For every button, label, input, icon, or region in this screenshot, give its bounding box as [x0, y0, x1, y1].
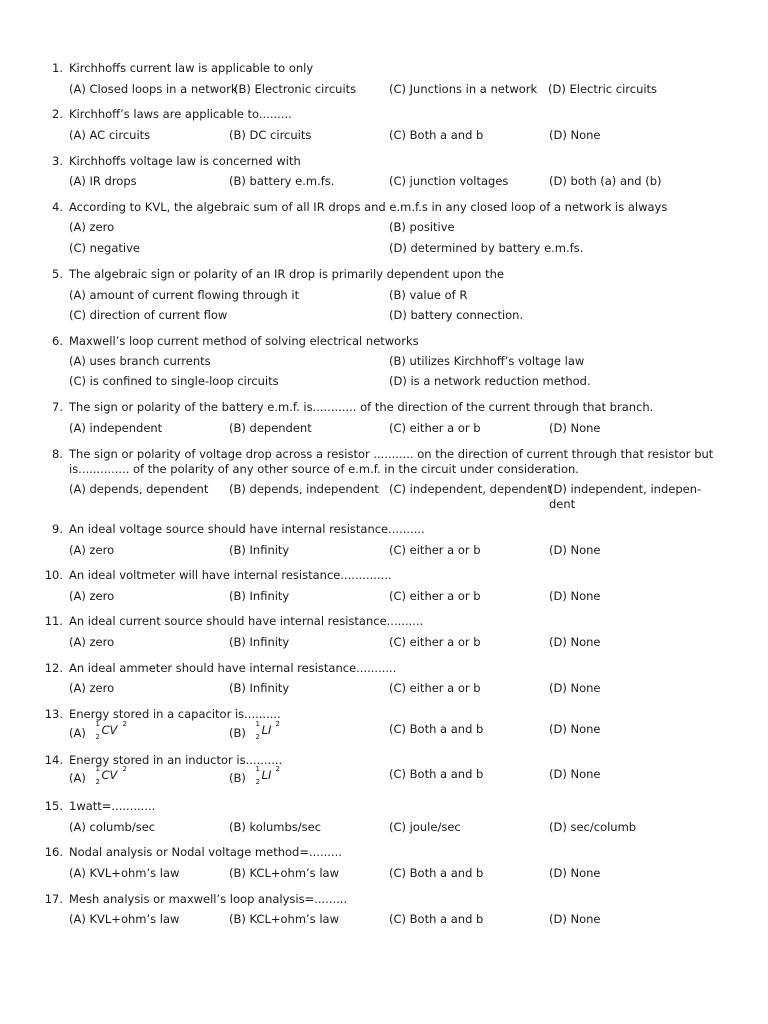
- answer-option[interactable]: [69, 482, 208, 497]
- answer-option[interactable]: [389, 82, 537, 97]
- answer-option[interactable]: [229, 722, 288, 742]
- answer-option-label: (D) determined by battery e.m.fs.: [389, 241, 584, 255]
- question-number: 6.: [52, 334, 63, 348]
- answer-option[interactable]: [549, 589, 601, 604]
- fraction-numerator: 1: [95, 765, 100, 773]
- formula-exponent: 2: [275, 765, 280, 773]
- answer-option-label: (B) KCL+ohm’s law: [229, 866, 339, 880]
- answer-option-label: (A) AC circuits: [69, 128, 151, 142]
- fraction-numerator: 1: [255, 765, 260, 773]
- answer-option[interactable]: [549, 635, 601, 650]
- answer-option[interactable]: [229, 681, 289, 696]
- answer-option[interactable]: [69, 912, 179, 927]
- answer-option-label: (A) zero: [69, 589, 115, 603]
- question-text: An ideal voltmeter will have internal resistance..............: [69, 568, 392, 582]
- answer-option-label: (C) is confined to single-loop circuits: [69, 374, 279, 388]
- answer-option-label: (D) None: [549, 767, 601, 781]
- answer-option[interactable]: [229, 767, 288, 787]
- answer-option-label: (A) uses branch currents: [69, 354, 211, 368]
- question-text: Kirchhoffs current law is applicable to only: [69, 61, 314, 75]
- answer-option[interactable]: [389, 241, 583, 256]
- answer-option[interactable]: [549, 482, 714, 512]
- answer-option[interactable]: [549, 128, 601, 143]
- answer-option-label: (D) None: [549, 912, 601, 926]
- answer-option-label: (C) direction of current flow: [69, 308, 228, 322]
- answer-option-label: (A) KVL+ohm’s law: [69, 866, 180, 880]
- answer-option-label: (D) independent, indepen-dent: [549, 482, 702, 511]
- formula-variable: LI: [261, 723, 272, 737]
- question-number: 2.: [52, 107, 63, 121]
- answer-option-label: (D) both (a) and (b): [549, 174, 662, 188]
- answer-option[interactable]: [229, 635, 289, 650]
- question-number: 7.: [52, 400, 63, 414]
- question-text: Nodal analysis or Nodal voltage method=.........: [69, 845, 342, 859]
- answer-option[interactable]: [549, 820, 636, 835]
- answer-option-label: (A) IR drops: [69, 174, 137, 188]
- answer-option-label: (D) None: [549, 589, 601, 603]
- fraction-expression: [90, 720, 128, 741]
- answer-option[interactable]: [389, 174, 508, 189]
- answer-option[interactable]: [229, 820, 321, 835]
- answer-option-label: (C) negative: [69, 241, 140, 255]
- answer-option-label: (D) None: [549, 543, 601, 557]
- answer-option[interactable]: [69, 128, 150, 143]
- question-text: 1watt=............: [69, 799, 156, 813]
- answer-option[interactable]: [69, 589, 114, 604]
- answer-option[interactable]: [229, 866, 339, 881]
- answer-option[interactable]: [229, 912, 339, 927]
- formula-exponent: 2: [122, 765, 127, 773]
- question-text: An ideal current source should have internal resistance..........: [69, 614, 424, 628]
- answer-option[interactable]: [69, 635, 114, 650]
- answer-option-label: (B) Electronic circuits: [234, 82, 357, 96]
- fraction-expression: [250, 765, 288, 786]
- answer-option-label: (A) independent: [69, 421, 163, 435]
- question-text: The sign or polarity of voltage drop across a resistor ........... on the direction of current through that resistor but is.............. of the polarity of any other source of e.m.f. in the circuit under consideration.: [69, 447, 714, 476]
- answer-option-label: (C) Both a and b: [389, 128, 484, 142]
- answer-option-label: (A) amount of current flowing through it: [69, 288, 300, 302]
- answer-option-label: (A): [69, 726, 86, 740]
- answer-option-label: (C) either a or b: [389, 543, 481, 557]
- question-number: 12.: [44, 661, 63, 675]
- answer-option[interactable]: [229, 482, 379, 497]
- answer-option[interactable]: [229, 128, 311, 143]
- answer-option-label: (C) either a or b: [389, 681, 481, 695]
- answer-option[interactable]: [548, 82, 657, 97]
- question-number: 3.: [52, 154, 63, 168]
- answer-option-label: (B): [229, 726, 246, 740]
- answer-option-label: (B) KCL+ohm’s law: [229, 912, 339, 926]
- answer-option[interactable]: [69, 421, 162, 436]
- fraction-denominator: 2: [95, 778, 100, 786]
- answer-option-label: (C) either a or b: [389, 421, 481, 435]
- answer-option[interactable]: [389, 354, 584, 369]
- answer-option-label: (B) depends, independent: [229, 482, 379, 496]
- answer-option-label: (B) dependent: [229, 421, 312, 435]
- answer-option[interactable]: [69, 722, 128, 742]
- answer-option-label: (D) battery connection.: [389, 308, 524, 322]
- answer-option[interactable]: [549, 543, 601, 558]
- fraction-numerator: 1: [255, 720, 260, 728]
- answer-option[interactable]: [549, 174, 662, 189]
- answer-option-label: (B) DC circuits: [229, 128, 312, 142]
- answer-option-label: (A) columb/sec: [69, 820, 156, 834]
- answer-option[interactable]: [69, 220, 114, 235]
- answer-option[interactable]: [229, 589, 289, 604]
- question-number: 14.: [44, 753, 63, 767]
- answer-option-label: (A) zero: [69, 681, 115, 695]
- answer-option-label: (A) depends, dependent: [69, 482, 209, 496]
- answer-option[interactable]: [389, 374, 591, 389]
- answer-option-label: (A) zero: [69, 543, 115, 557]
- answer-option-label: (D) None: [549, 866, 601, 880]
- answer-option-label: (A): [69, 771, 86, 785]
- answer-option-label: (B) Infinity: [229, 543, 290, 557]
- question-number: 9.: [52, 522, 63, 536]
- answer-option[interactable]: [549, 722, 601, 737]
- answer-option-label: (A) zero: [69, 220, 115, 234]
- answer-option[interactable]: [69, 866, 179, 881]
- question-text: Energy stored in a capacitor is..........: [69, 707, 281, 721]
- answer-option-label: (B) value of R: [389, 288, 468, 302]
- question-text: Mesh analysis or maxwell’s loop analysis=.........: [69, 892, 348, 906]
- answer-option[interactable]: [549, 866, 601, 881]
- question-text: Energy stored in an inductor is..........: [69, 753, 283, 767]
- answer-option[interactable]: [389, 912, 483, 927]
- answer-option[interactable]: [389, 220, 455, 235]
- answer-option[interactable]: [69, 543, 114, 558]
- answer-option[interactable]: [549, 912, 601, 927]
- answer-option[interactable]: [69, 308, 227, 323]
- question-text: An ideal voltage source should have internal resistance..........: [69, 522, 425, 536]
- answer-option-label: (A) KVL+ohm’s law: [69, 912, 180, 926]
- answer-option-label: (C) Junctions in a network: [389, 82, 538, 96]
- answer-option-label: (B) Infinity: [229, 589, 290, 603]
- answer-option-label: (D) is a network reduction method.: [389, 374, 591, 388]
- answer-option-label: (C) junction voltages: [389, 174, 509, 188]
- question-number: 8.: [52, 447, 63, 461]
- answer-option[interactable]: [549, 681, 601, 696]
- answer-option[interactable]: [229, 421, 312, 436]
- answer-option-label: (C) Both a and b: [389, 767, 484, 781]
- answer-option-label: (B) battery e.m.fs.: [229, 174, 335, 188]
- question-number: 16.: [44, 845, 63, 859]
- question-text: An ideal ammeter should have internal resistance...........: [69, 661, 397, 675]
- answer-option-label: (D) None: [549, 421, 601, 435]
- answer-option[interactable]: [549, 421, 601, 436]
- answer-option-label: (C) joule/sec: [389, 820, 461, 834]
- question-number: 10.: [44, 568, 63, 582]
- answer-option-label: (C) Both a and b: [389, 722, 484, 736]
- question-text: Kirchhoffs voltage law is concerned with: [69, 154, 301, 168]
- question-number: 5.: [52, 267, 63, 281]
- answer-option[interactable]: [389, 767, 483, 782]
- answer-option[interactable]: [389, 681, 481, 696]
- answer-option[interactable]: [229, 174, 334, 189]
- question-text: According to KVL, the algebraic sum of all IR drops and e.m.f.s in any closed loop of a network is always: [69, 200, 668, 214]
- fraction-denominator: 2: [255, 778, 260, 786]
- answer-option-label: (A) zero: [69, 635, 115, 649]
- answer-option-label: (B) Infinity: [229, 635, 290, 649]
- question-number: 4.: [52, 200, 63, 214]
- answer-option-label: (B) utilizes Kirchhoff’s voltage law: [389, 354, 585, 368]
- question-number: 15.: [44, 799, 63, 813]
- fraction-expression: [250, 720, 288, 741]
- answer-option[interactable]: [69, 288, 299, 303]
- fraction-denominator: 2: [95, 733, 100, 741]
- answer-option-label: (C) Both a and b: [389, 912, 484, 926]
- answer-option[interactable]: [69, 82, 238, 97]
- answer-option-label: (D) Electric circuits: [548, 82, 658, 96]
- answer-option-label: (D) sec/columb: [549, 820, 637, 834]
- answer-option-label: (B) kolumbs/sec: [229, 820, 322, 834]
- answer-option-label: (B) positive: [389, 220, 455, 234]
- answer-option[interactable]: [389, 866, 483, 881]
- question-text: Kirchhoff’s laws are applicable to.........: [69, 107, 292, 121]
- answer-option[interactable]: [389, 820, 461, 835]
- answer-option[interactable]: [69, 767, 128, 787]
- answer-option[interactable]: [389, 421, 481, 436]
- answer-option[interactable]: [389, 308, 523, 323]
- answer-option[interactable]: [69, 374, 279, 389]
- question-number: 17.: [44, 892, 63, 906]
- formula-variable: CV: [101, 768, 118, 782]
- answer-option-label: (D) None: [549, 635, 601, 649]
- question-text: The sign or polarity of the battery e.m.f. is............ of the direction of the current through that branch.: [69, 400, 654, 414]
- answer-option-label: (A) Closed loops in a network: [69, 82, 238, 96]
- answer-option[interactable]: [389, 543, 481, 558]
- answer-option[interactable]: [69, 354, 211, 369]
- question-number: 1.: [52, 61, 63, 75]
- answer-option[interactable]: [69, 241, 140, 256]
- answer-option[interactable]: [69, 174, 137, 189]
- formula-exponent: 2: [122, 720, 127, 728]
- answer-option-label: (C) either a or b: [389, 589, 481, 603]
- answer-option-label: (C) either a or b: [389, 635, 481, 649]
- answer-option[interactable]: [389, 722, 483, 737]
- answer-option[interactable]: [549, 767, 601, 782]
- answer-option-label: (B): [229, 771, 246, 785]
- answer-option[interactable]: [389, 589, 481, 604]
- answer-option[interactable]: [389, 128, 483, 143]
- question-text: The algebraic sign or polarity of an IR drop is primarily dependent upon the: [69, 267, 504, 281]
- question-number: 13.: [44, 707, 63, 721]
- answer-option-label: (D) None: [549, 722, 601, 736]
- answer-option-label: (D) None: [549, 681, 601, 695]
- answer-option[interactable]: [234, 82, 356, 97]
- question-text: Maxwell’s loop current method of solving electrical networks: [69, 334, 419, 348]
- answer-option[interactable]: [229, 543, 289, 558]
- answer-option-label: (C) Both a and b: [389, 866, 484, 880]
- answer-option-label: (B) Infinity: [229, 681, 290, 695]
- formula-variable: LI: [261, 768, 272, 782]
- formula-exponent: 2: [275, 720, 280, 728]
- fraction-numerator: 1: [95, 720, 100, 728]
- answer-option[interactable]: [69, 681, 114, 696]
- answer-option[interactable]: [69, 820, 155, 835]
- answer-option[interactable]: [389, 635, 481, 650]
- formula-variable: CV: [101, 723, 118, 737]
- answer-option-label: (C) independent, dependent: [389, 482, 552, 496]
- question-number: 11.: [44, 614, 63, 628]
- answer-option-label: (D) None: [549, 128, 601, 142]
- fraction-expression: [90, 765, 128, 786]
- fraction-denominator: 2: [255, 733, 260, 741]
- answer-option[interactable]: [389, 482, 552, 497]
- answer-option[interactable]: [389, 288, 467, 303]
